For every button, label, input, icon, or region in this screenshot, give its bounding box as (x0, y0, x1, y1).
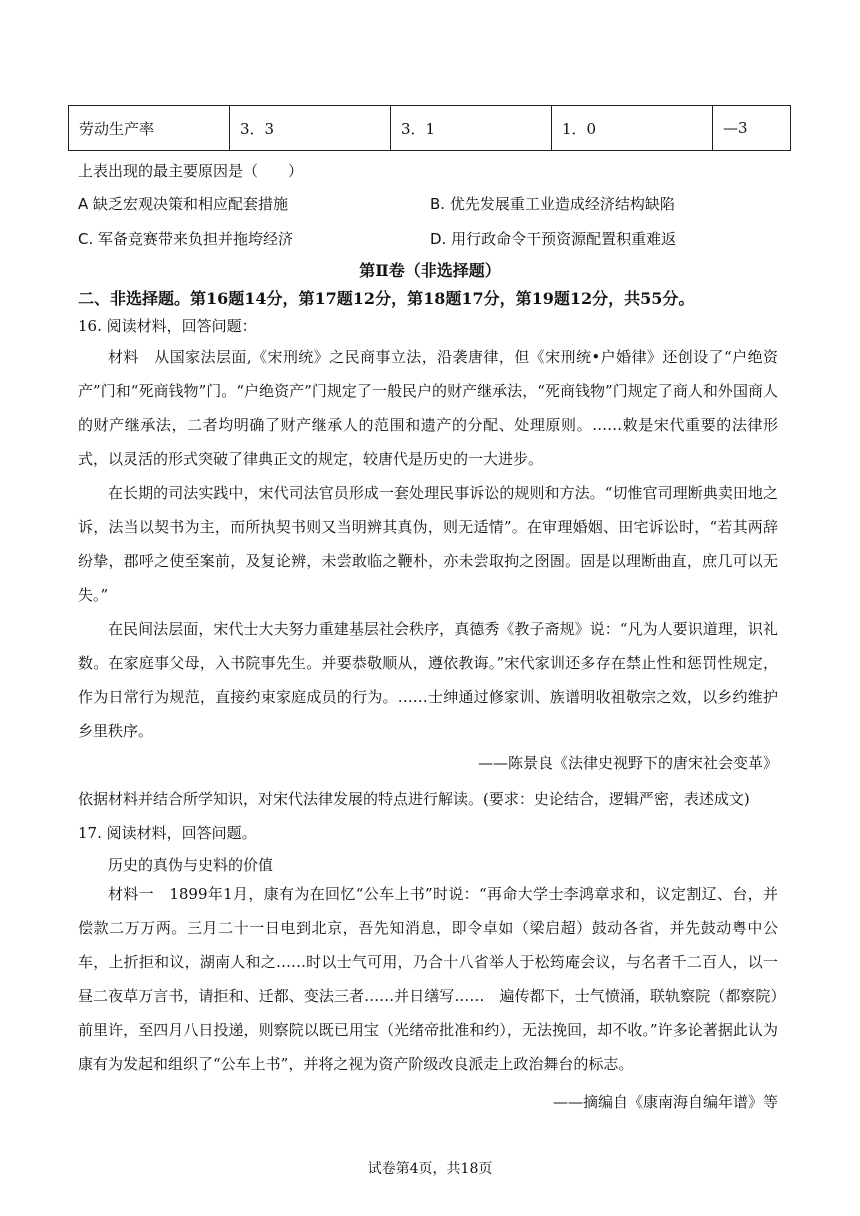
table-cell: 1．0 (552, 106, 713, 151)
material-paragraph: 在民间法层面，宋代士大夫努力重建基层社会秩序，真德秀《教子斋规》说：“凡为人要识道理，识礼数。在家庭事父母，入书院事先生。并要恭敬顺从，遵依教诲。”宋代家训还多存在禁止性和惩罚性规定，作为日常行为规范，直接约束家庭成员的行为。……士绅通过修家训、族谱明收祖敬宗之效，以乡约维护乡里秩序。 (78, 620, 778, 740)
question-16-material (78, 340, 778, 748)
part-title: 第Ⅱ卷（非选择题） (359, 261, 501, 280)
section-heading: 二、非选择题。第16题14分，第17题12分，第18题17分，第19题12分，共55分。 (78, 289, 695, 308)
table-cell: 3．1 (391, 106, 552, 151)
table-cell: 3．3 (230, 106, 391, 151)
table-cell: —3 (713, 106, 791, 151)
source-citation: ——摘编自《康南海自编年谱》等 (552, 1093, 778, 1111)
question-stem: 上表出现的最主要原因是（ ） (78, 162, 304, 180)
option-a: A 缺乏宏观决策和相应配套措施 (78, 195, 289, 213)
question-16-task: 依据材料并结合所学知识，对宋代法律发展的特点进行解读。(要求：史论结合，逻辑严密，表述成文) (78, 790, 750, 808)
material-paragraph: 材料 从国家法层面,《宋刑统》之民商事立法，沿袭唐律，但《宋刑统•户婚律》还创设了“户绝资产”门和“死商钱物”门。“户绝资产”门规定了一般民户的财产继承法，“死商钱物”门规定了商人和外国商人的财产继承法，二者均明确了财产继承人的范围和遗产的分配、处理原则。……敕是宋代重要的法律形式，以灵活的形式突破了律典正文的规定，较唐代是历史的一大进步。 (78, 348, 778, 468)
question-17-material (78, 877, 778, 1081)
option-b: B. 优先发展重工业造成经济结构缺陷 (430, 195, 675, 213)
page-footer: 试卷第4页，共18页 (367, 1161, 493, 1177)
option-d: D. 用行政命令干预资源配置积重难返 (430, 230, 677, 248)
table-cell-label: 劳动生产率 (69, 106, 230, 151)
source-citation: ——陈景良《法律史视野下的唐宋社会变革》 (477, 754, 778, 772)
question-16-title: 16. 阅读材料，回答问题： (78, 317, 257, 335)
question-17-title: 17. 阅读材料，回答问题。 (78, 824, 257, 842)
table-row (69, 106, 791, 151)
question-17-subtitle: 历史的真伪与史料的价值 (108, 856, 274, 874)
material-paragraph: 材料一 1899年1月，康有为在回忆“公车上书”时说：“再命大学士李鸿章求和，议定割辽、台，并偿款二万万两。三月二十一日电到北京，吾先知消息，即令卓如（梁启超）鼓动各省，并先鼓动粤中公车，上折拒和议，湖南人和之……时以士气可用，乃合十八省举人于松筠庵会议，与名者千二百人，以一昼二夜草万言书，请拒和、迁都、变法三者……并日缮写…… 遍传都下，士气愤涌，联轨察院（都察院）前里许，至四月八日投递，则察院以既已用宝（光绪帝批准和约），无法挽回，却不收。”许多论著据此认为康有为发起和组织了“公车上书”，并将之视为资产阶级改良派走上政治舞台的标志。 (78, 885, 778, 1073)
material-paragraph: 在长期的司法实践中，宋代司法官员形成一套处理民事诉讼的规则和方法。“切惟官司理断典卖田地之诉，法当以契书为主，而所执契书则又当明辨其真伪，则无适情”。在审理婚姻、田宅诉讼时，“若其两辞纷挚，郡呼之使至案前，及复论辨，未尝敢临之鞭朴，亦未尝取拘之囹圄。固是以理断曲直，庶几可以无失。” (78, 484, 778, 604)
data-table (68, 105, 791, 151)
option-c: C. 军备竞赛带来负担并拖垮经济 (78, 230, 294, 248)
